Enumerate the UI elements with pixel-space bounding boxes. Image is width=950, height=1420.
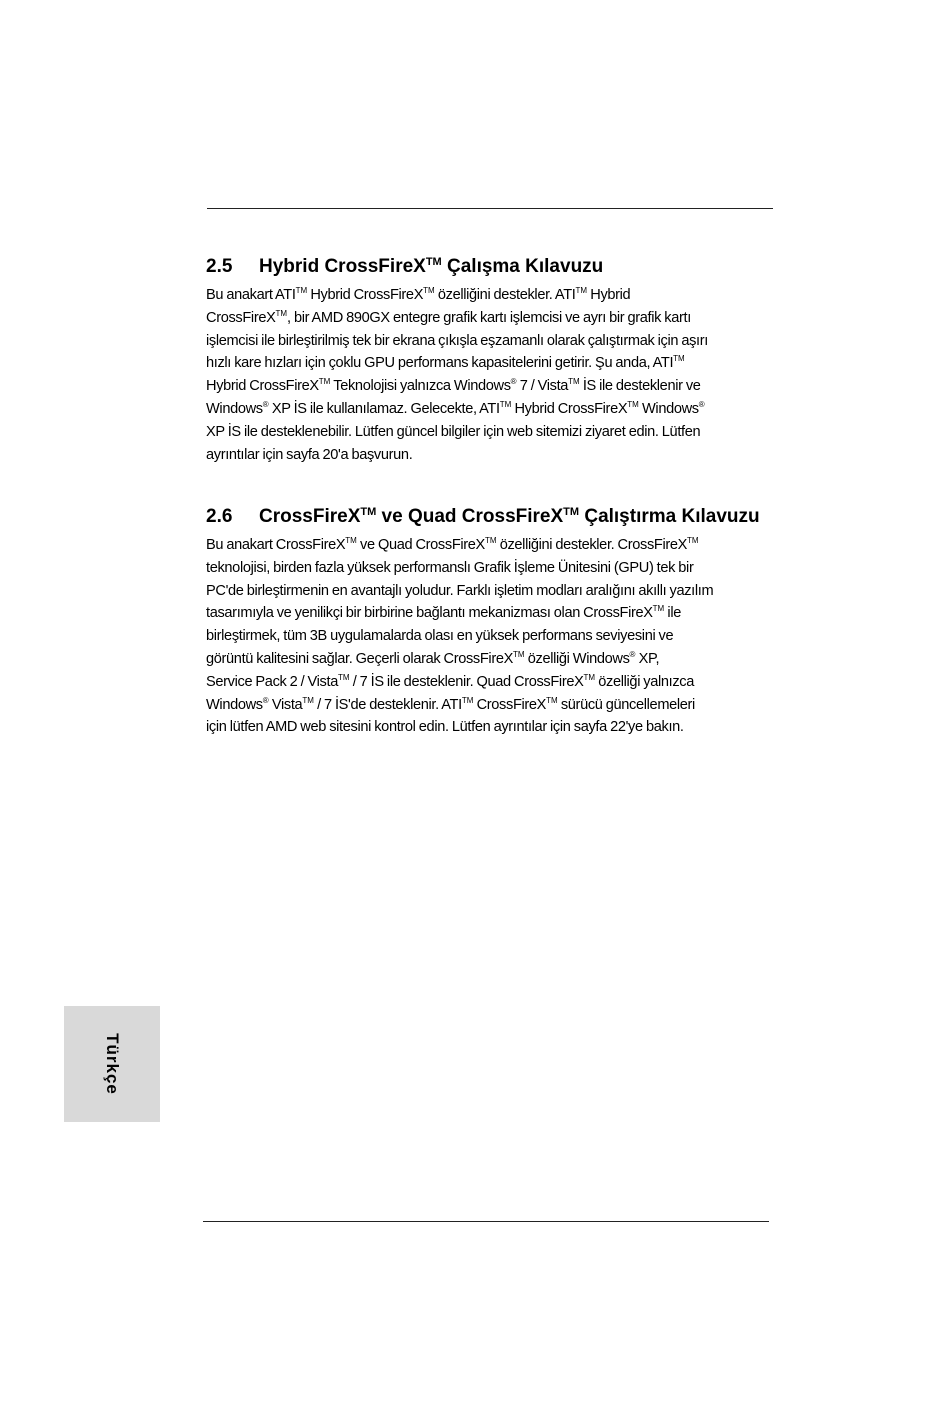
section-heading (206, 504, 772, 530)
section-crossfirex-quad (206, 504, 772, 739)
section-number: 2.6 (206, 506, 233, 527)
body-line: Bu anakart ATI™ Hybrid CrossFireX™ özelliğini destekler. ATI™ Hybrid (206, 286, 631, 303)
body-line: PC'de birleştirmenin en avantajlı yoludur. Farklı işletim modları aralığını akıllı yazılım (206, 582, 714, 599)
superscript-mark: TM (318, 377, 331, 387)
language-tab-label: Türkçe (103, 1033, 122, 1095)
superscript-mark: TM (275, 308, 288, 318)
body-line: Bu anakart CrossFireX™ ve Quad CrossFireX™ özelliğini destekler. CrossFireX™ (206, 536, 699, 553)
body-line: tasarımıyla ve yenilikçi bir birbirine bağlantı mekanizması olan CrossFireX™ ile (206, 604, 681, 622)
body-line: işlemcisi ile birleştirilmiş tek bir ekrana çıkışla eşzamanlı olarak çalıştırmak için aşırı (206, 332, 708, 349)
superscript-mark: TM (546, 695, 558, 705)
body-line: hızlı kare hızları için çoklu GPU performans kapasitelerini getirir. Şu anda, ATI™ (206, 354, 685, 372)
superscript-mark: TM (484, 536, 497, 545)
superscript-mark: TM (295, 286, 308, 295)
section-hybrid-crossfirex (206, 254, 772, 466)
superscript-mark: TM (423, 286, 435, 295)
superscript-mark: TM (499, 399, 512, 409)
superscript-mark: TM (461, 695, 474, 705)
body-line: görüntü kalitesini sağlar. Geçerli olarak CrossFireX™ özelliği Windows® XP, (206, 649, 660, 667)
superscript-mark: TM (652, 604, 665, 614)
section-heading (206, 254, 772, 280)
superscript-mark: TM (512, 649, 525, 659)
superscript-mark: TM (568, 377, 580, 387)
body-line: Windows® Vista™ / 7 İS'de desteklenir. ATI™ CrossFireX™ sürücü güncellemeleri (206, 695, 695, 713)
body-line: için lütfen AMD web sitesini kontrol edin. Lütfen ayrıntılar için sayfa 22'ye bakın. (206, 719, 684, 736)
language-tab (64, 1006, 160, 1122)
body-line: XP İS ile desteklenebilir. Lütfen güncel bilgiler için web sitemizi ziyaret edin. Lütfen (206, 423, 701, 440)
section-number: 2.5 (206, 256, 233, 277)
superscript-mark: ® (262, 399, 269, 409)
section-title: CrossFireX™ ve Quad CrossFireX™ Çalıştırma Kılavuzu (259, 506, 760, 527)
section-title: Hybrid CrossFireX™ Çalışma Kılavuzu (259, 256, 604, 277)
body-line: birleştirmek, tüm 3B uygulamalarda olası en yüksek performans seviyesini ve (206, 628, 674, 645)
section-body (206, 284, 772, 466)
body-line: teknolojisi, birden fazla yüksek performanslı Grafik İşleme Ünitesini (GPU) tek bir (206, 559, 694, 576)
superscript-mark: ® (262, 695, 269, 705)
header-divider (207, 208, 773, 209)
body-line: Service Pack 2 / Vista™ / 7 İS ile desteklenir. Quad CrossFireX™ özelliği yalnızca (206, 672, 695, 690)
superscript-mark: TM (345, 536, 357, 545)
body-line: CrossFireX™, bir AMD 890GX entegre grafik kartı işlemcisi ve ayrı bir grafik kartı (206, 308, 691, 326)
superscript-mark: TM (302, 695, 314, 705)
footer-divider (203, 1221, 769, 1222)
superscript-mark: ® (698, 399, 705, 409)
superscript-mark: TM (337, 672, 350, 682)
body-line: Hybrid CrossFireX™ Teknolojisi yalnızca Windows® 7 / Vista™ İS ile desteklenir ve (206, 377, 701, 395)
superscript-mark: TM (575, 286, 588, 295)
superscript-mark: ® (510, 377, 517, 387)
superscript-mark: ® (629, 649, 636, 659)
superscript-mark: TM (583, 672, 596, 682)
superscript-mark: TM (627, 399, 639, 409)
body-line: Windows® XP İS ile kullanılamaz. Gelecekte, ATI™ Hybrid CrossFireX™ Windows® (206, 399, 705, 417)
superscript-mark: TM (673, 354, 685, 364)
superscript-mark: TM (687, 536, 699, 545)
section-body (206, 534, 772, 739)
body-line: ayrıntılar için sayfa 20'a başvurun. (206, 446, 413, 463)
